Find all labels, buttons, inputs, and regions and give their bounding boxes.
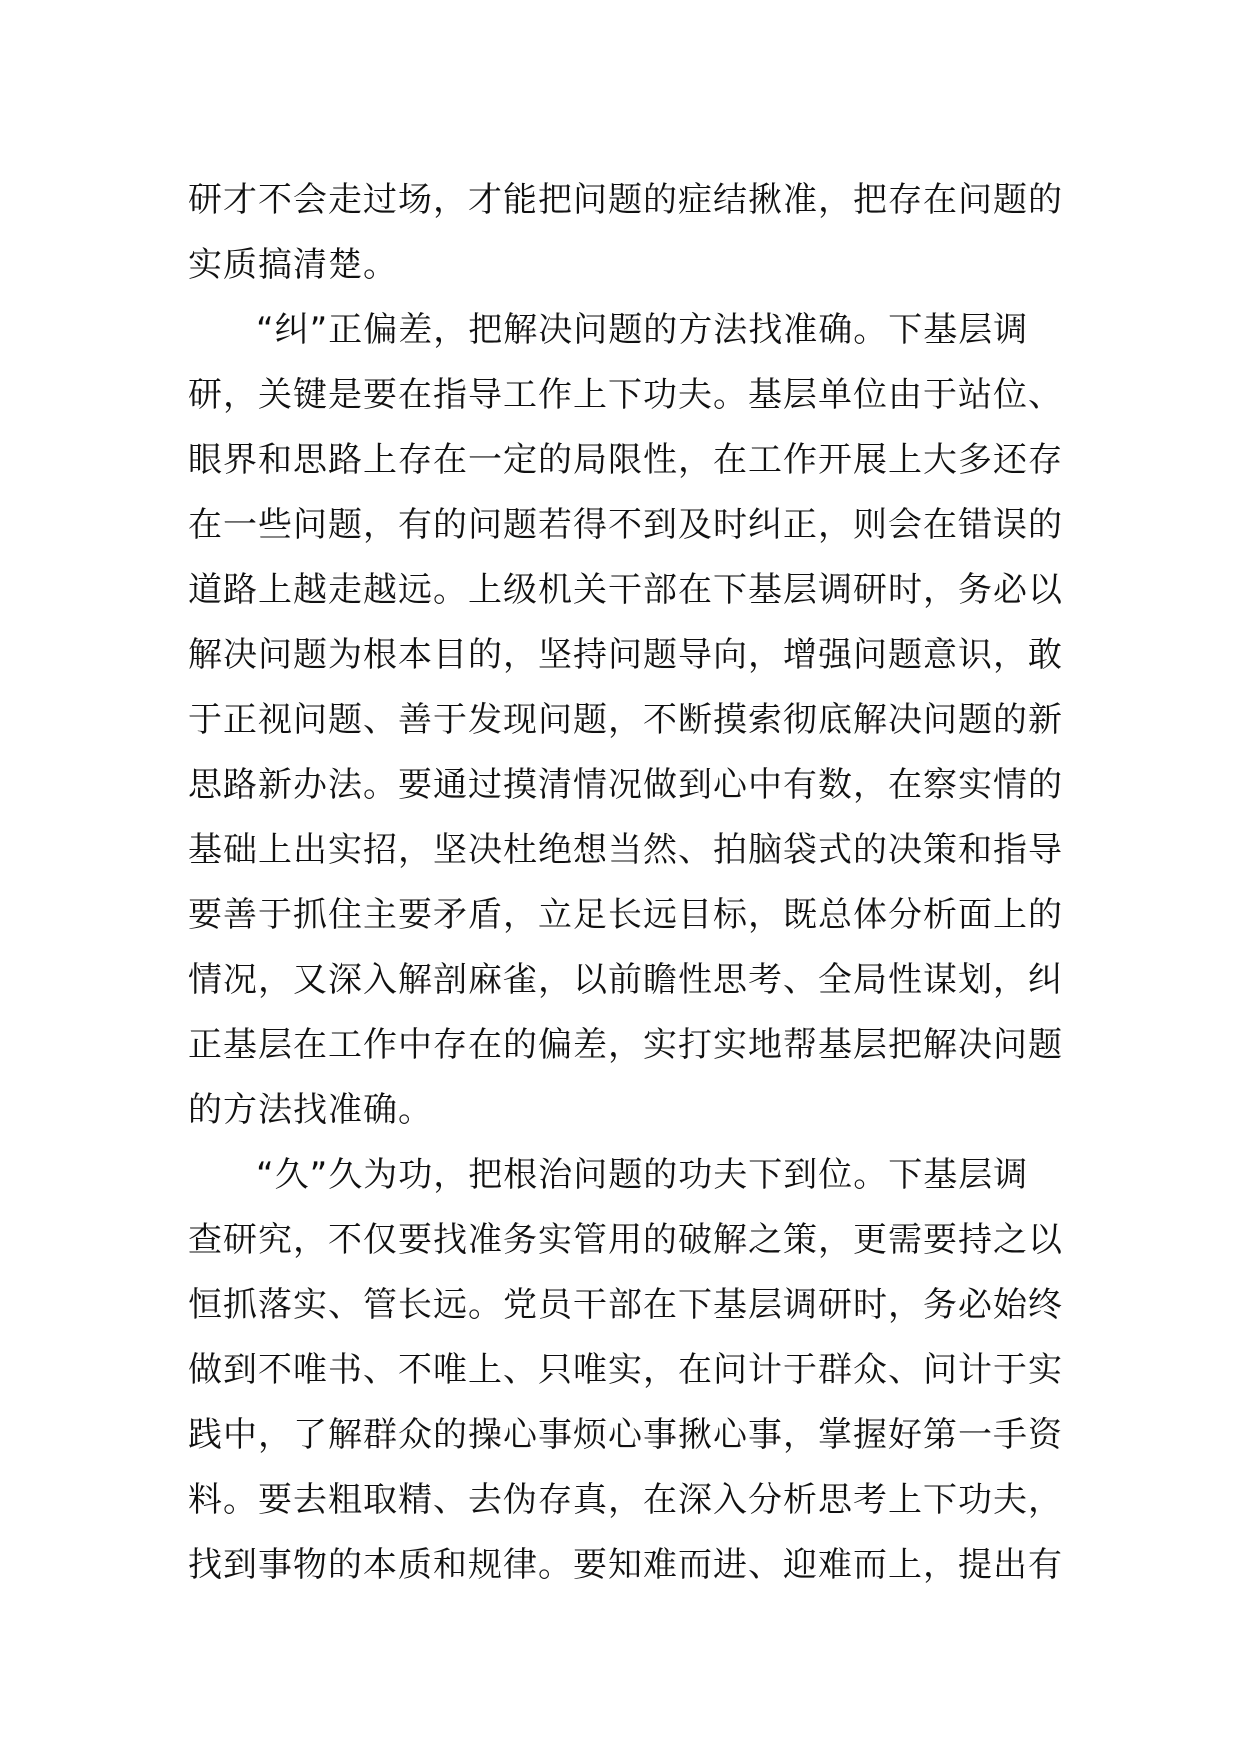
text-line: 眼界和思路上存在一定的局限性，在工作开展上大多还存 [188,440,1063,480]
text-line: 研才不会走过场，才能把问题的症结揪准，把存在问题的 [188,180,1063,220]
text-line: 找到事物的本质和规律。要知难而进、迎难而上，提出有 [188,1545,1063,1585]
text-line: 在一些问题，有的问题若得不到及时纠正，则会在错误的 [188,505,1063,545]
text-line: 情况，又深入解剖麻雀，以前瞻性思考、全局性谋划，纠 [188,960,1063,1000]
text-line: 查研究，不仅要找准务实管用的破解之策，更需要持之以 [188,1220,1063,1260]
text-line: 要善于抓住主要矛盾，立足长远目标，既总体分析面上的 [188,895,1063,935]
body-text [188,168,1068,1598]
text-line: 基础上出实招，坚决杜绝想当然、拍脑袋式的决策和指导 [188,830,1063,870]
text-line: 思路新办法。要通过摸清情况做到心中有数，在察实情的 [188,765,1063,805]
text-line: 正基层在工作中存在的偏差，实打实地帮基层把解决问题 [188,1025,1063,1065]
text-line: 实质搞清楚。 [188,245,398,285]
text-line: 料。要去粗取精、去伪存真，在深入分析思考上下功夫， [188,1480,1063,1520]
text-line: 恒抓落实、管长远。党员干部在下基层调研时，务必始终 [188,1285,1063,1325]
text-line: 解决问题为根本目的，坚持问题导向，增强问题意识，敢 [188,635,1063,675]
text-line: 研，关键是要在指导工作上下功夫。基层单位由于站位、 [188,375,1063,415]
text-line: 于正视问题、善于发现问题，不断摸索彻底解决问题的新 [188,700,1063,740]
paragraph-start-line: “久”久为功，把根治问题的功夫下到位。下基层调 [256,1155,1029,1195]
text-line: 践中，了解群众的操心事烦心事揪心事，掌握好第一手资 [188,1415,1063,1455]
text-line: 道路上越走越远。上级机关干部在下基层调研时，务必以 [188,570,1063,610]
text-line: 的方法找准确。 [188,1090,433,1130]
text-line: 做到不唯书、不唯上、只唯实，在问计于群众、问计于实 [188,1350,1063,1390]
paragraph-start-line: “纠”正偏差，把解决问题的方法找准确。下基层调 [256,310,1029,350]
